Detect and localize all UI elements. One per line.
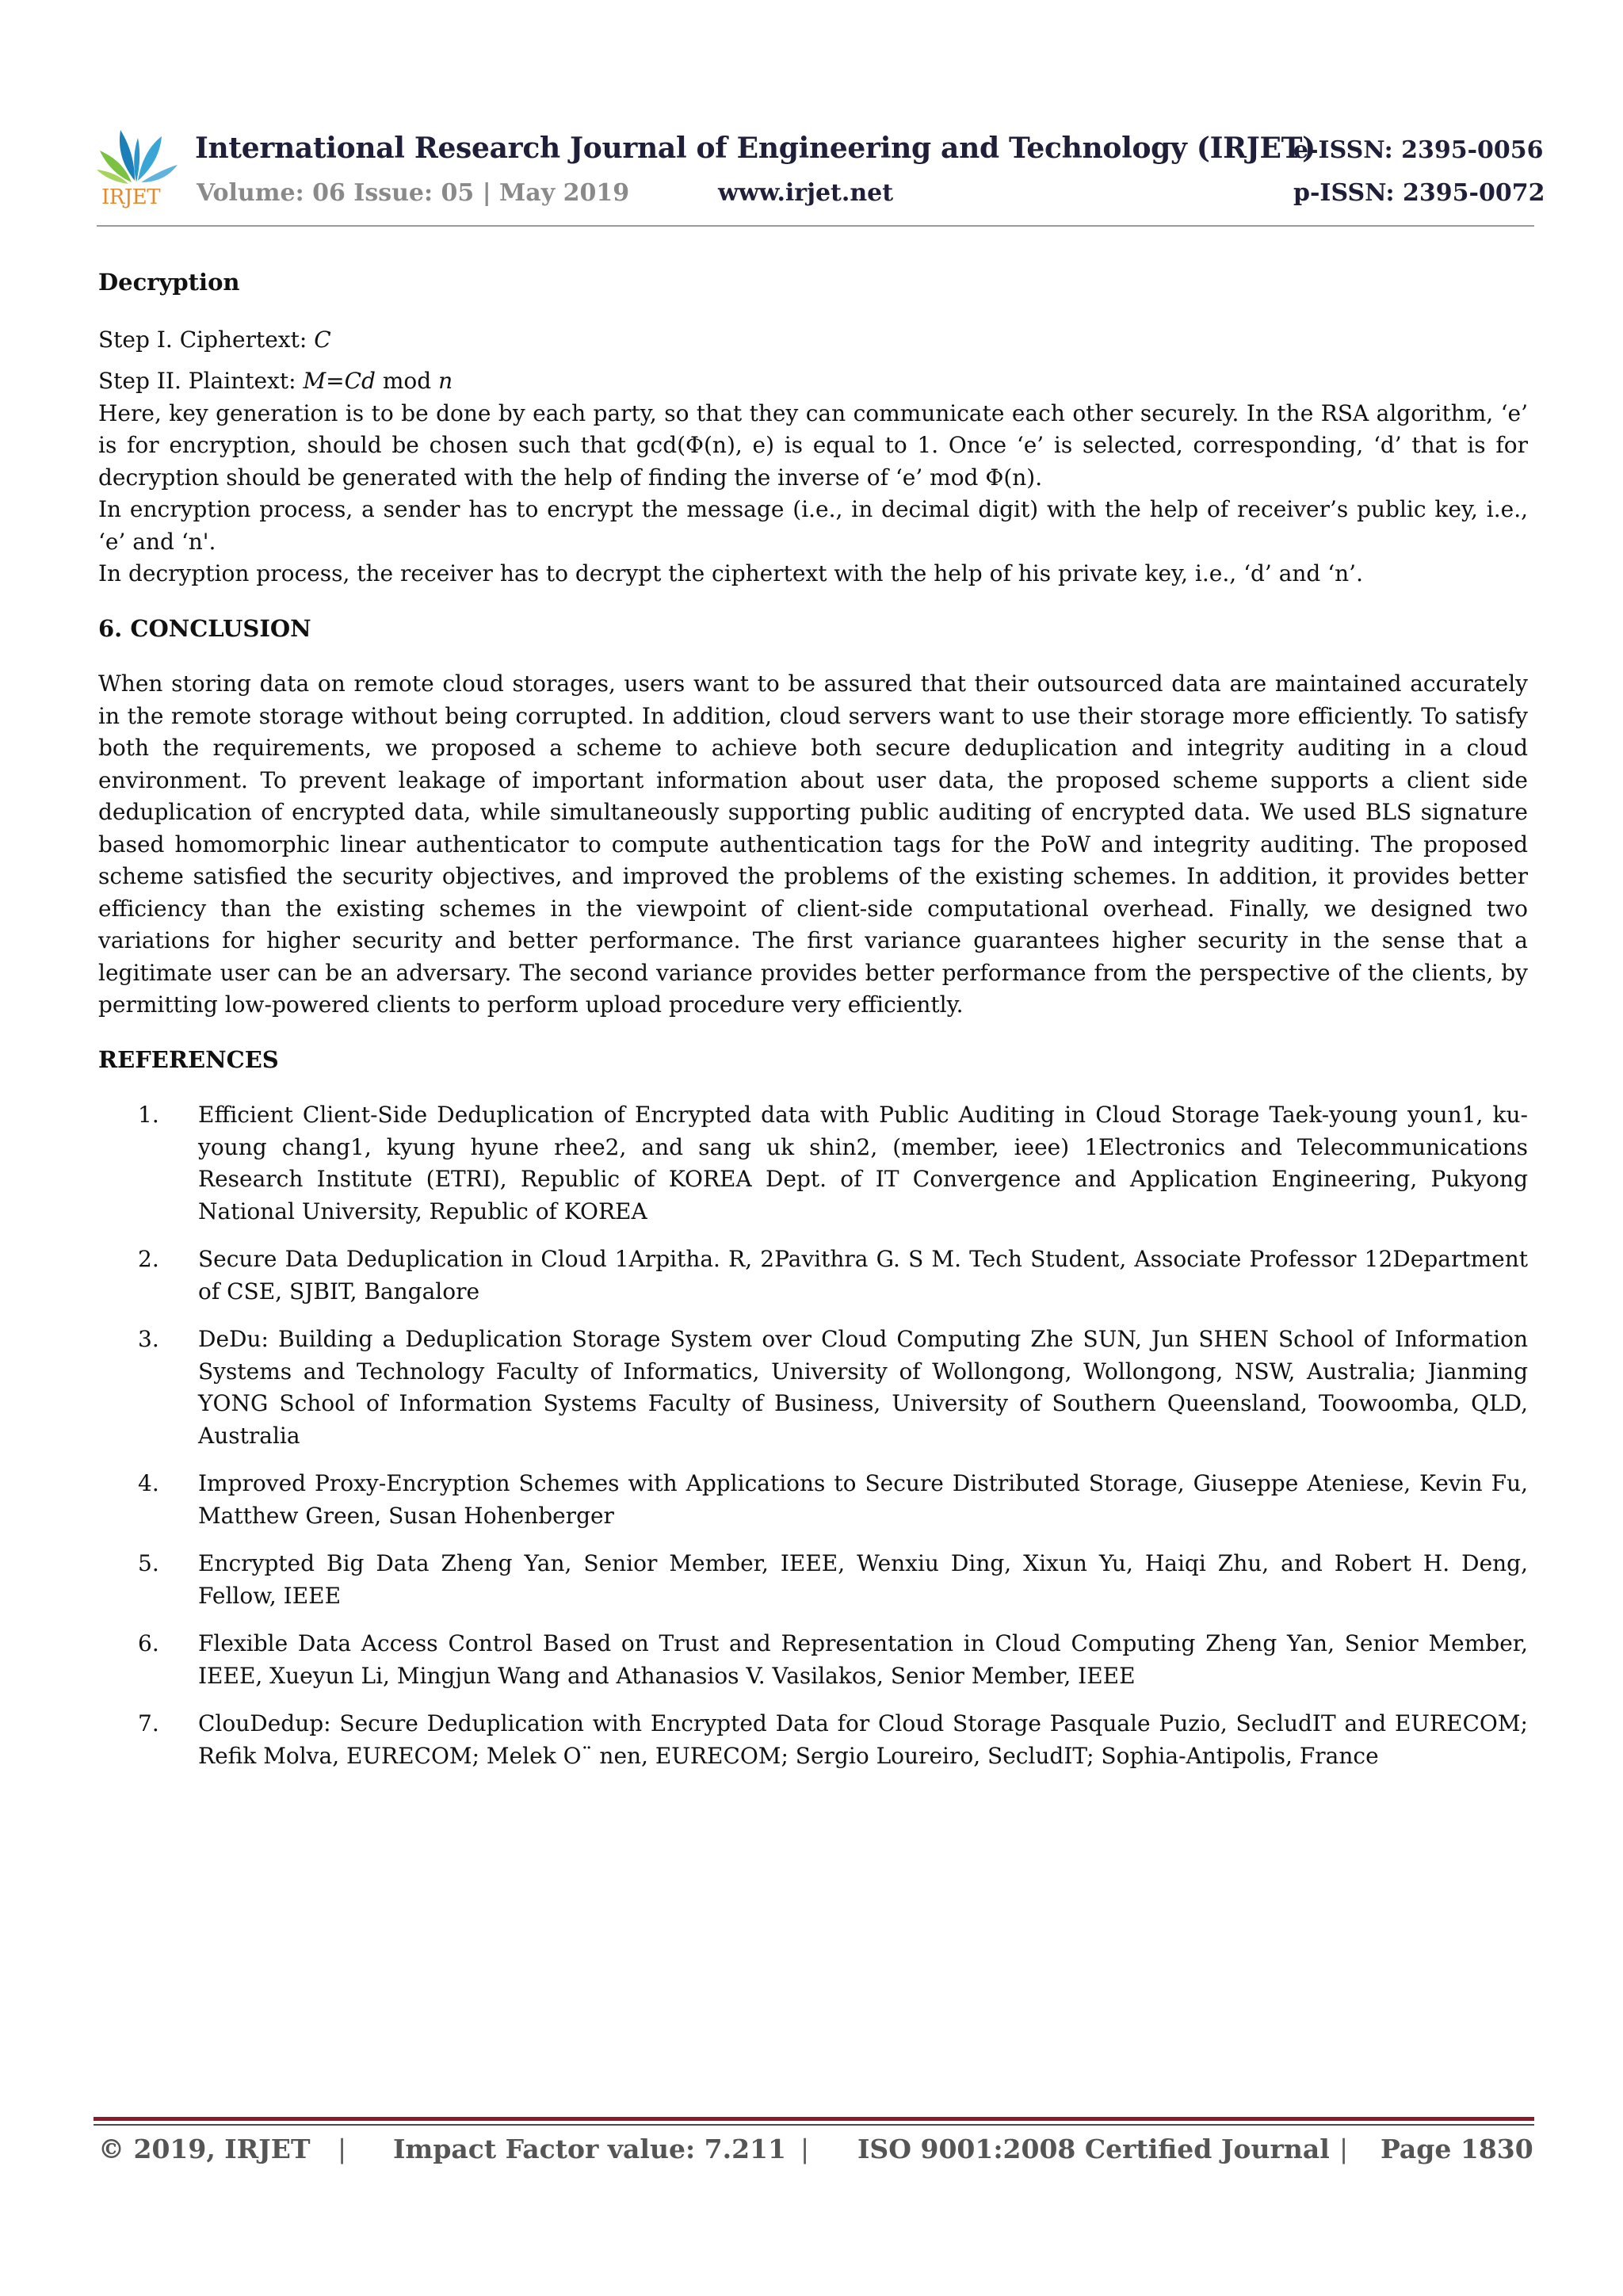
- p-issn: p-ISSN: 2395-0072: [1293, 179, 1545, 207]
- step-2-mod: mod: [375, 368, 439, 394]
- reference-text: Secure Data Deduplication in Cloud 1Arpitha. R, 2Pavithra G. S M. Tech Student, Associate Professor 12Department of CSE, SJBIT, Bangalore: [198, 1246, 1528, 1305]
- reference-text: Encrypted Big Data Zheng Yan, Senior Member, IEEE, Wenxiu Ding, Xixun Yu, Haiqi Zhu, and Robert H. Deng, Fellow, IEEE: [198, 1550, 1528, 1609]
- step-1-label: Step I. Ciphertext:: [98, 326, 315, 353]
- reference-item: [98, 1468, 1528, 1532]
- reference-number: 2.: [138, 1246, 159, 1272]
- e-issn: e-ISSN: 2395-0056: [1293, 136, 1544, 164]
- reference-item: [98, 1324, 1528, 1452]
- footer-separator: |: [338, 2134, 347, 2164]
- reference-text: DeDu: Building a Deduplication Storage System over Cloud Computing Zhe SUN, Jun SHEN School of Information Systems and Technology Faculty of Informatics, University of Wollongong, Wollongong, NSW, Australia; Jianming YONG School of Information Systems Faculty of Business, University of Southern Queensland, Toowoomba, QLD, Australia: [198, 1326, 1528, 1449]
- reference-number: 5.: [138, 1550, 159, 1576]
- decryption-step-1: [98, 324, 1528, 357]
- conclusion-paragraph: When storing data on remote cloud storages, users want to be assured that their outsourced data are maintained accurately in the remote storage without being corrupted. In addition, cloud servers want to use their storage more efficiently. To satisfy both the requirements, we proposed a scheme to achieve both secure deduplication and integrity auditing in a cloud environment. To prevent leakage of important information about user data, the proposed scheme supports a client side deduplication of encrypted data, while simultaneously supporting public auditing of encrypted data. We used BLS signature based homomorphic linear authenticator to compute authentication tags for the PoW and integrity auditing. The proposed scheme satisfied the security objectives, and improved the problems of the existing schemes. In addition, it provides better efficiency than the existing schemes in the viewpoint of client-side computational overhead. Finally, we designed two variations for higher security and better performance. The first variance guarantees higher security in the sense that a legitimate user can be an adversary. The second variance provides better performance from the perspective of the clients, by permitting low-powered clients to perform upload procedure very efficiently.: [98, 670, 1528, 1018]
- reference-number: 3.: [138, 1326, 159, 1352]
- reference-number: 6.: [138, 1630, 159, 1656]
- reference-item: [98, 1099, 1528, 1228]
- step-2-n: n: [438, 368, 453, 394]
- reference-text: Flexible Data Access Control Based on Trust and Representation in Cloud Computing Zheng Yan, Senior Member, IEEE, Xueyun Li, Mingjun Wang and Athanasios V. Vasilakos, Senior Member, IEEE: [198, 1630, 1528, 1689]
- reference-text: ClouDedup: Secure Deduplication with Encrypted Data for Cloud Storage Pasquale Puzio, SecludIT and EURECOM; Refik Molva, EURECOM; Melek O¨ nen, EURECOM; Sergio Loureiro, SecludIT; Sophia-Antipolis, France: [198, 1710, 1528, 1769]
- footer-page-number: Page 1830: [1381, 2134, 1533, 2164]
- references-heading: REFERENCES: [98, 1045, 279, 1073]
- header-divider: [97, 225, 1534, 227]
- footer-divider-thin: [94, 2124, 1534, 2126]
- step-1-value: C: [314, 326, 331, 353]
- decryption-heading: Decryption: [98, 269, 240, 296]
- reference-item: [98, 1548, 1528, 1612]
- volume-issue: Volume: 06 Issue: 05 | May 2019: [197, 179, 630, 207]
- step-2-label: Step II. Plaintext:: [98, 368, 304, 394]
- article-body: [98, 266, 1528, 1788]
- decryption-paragraph-1: Here, key generation is to be done by each party, so that they can communicate each other securely. In the RSA algorithm, ‘e’ is for encryption, should be chosen such that gcd(Φ(n), e) is equal to 1. Once ‘e’ is selected, corresponding, ‘d’ that is for decryption should be generated with the help of finding the inverse of ‘e’ mod Φ(n).: [98, 399, 1528, 491]
- journal-website: www.irjet.net: [718, 179, 894, 207]
- decryption-paragraph-2: In encryption process, a sender has to encrypt the message (i.e., in decimal digit) with the help of receiver’s public key, i.e., ‘e’ and ‘n'.: [98, 496, 1528, 555]
- references-list: [98, 1099, 1528, 1772]
- irjet-logo: [94, 119, 181, 212]
- step-2-formula: M=Cd: [303, 368, 376, 394]
- footer-divider-thick: [94, 2117, 1534, 2121]
- journal-title: International Research Journal of Engineering and Technology (IRJET): [195, 132, 1316, 165]
- footer-impact-factor: Impact Factor value: 7.211: [393, 2134, 786, 2164]
- decryption-paragraph-3: In decryption process, the receiver has to decrypt the ciphertext with the help of his private key, i.e., ‘d’ and ‘n’.: [98, 560, 1363, 586]
- footer-separator: |: [1339, 2134, 1349, 2164]
- reference-text: Improved Proxy-Encryption Schemes with Applications to Secure Distributed Storage, Giuseppe Ateniese, Kevin Fu, Matthew Green, Susan Hohenberger: [198, 1470, 1528, 1529]
- decryption-step-2: [98, 365, 1528, 398]
- reference-item: [98, 1244, 1528, 1308]
- footer-iso: ISO 9001:2008 Certified Journal: [857, 2134, 1330, 2164]
- reference-text: Efficient Client-Side Deduplication of Encrypted data with Public Auditing in Cloud Storage Taek-young youn1, ku-young chang1, kyung hyune rhee2, and sang uk shin2, (member, ieee) 1Electronics and Telecommunications Research Institute (ETRI), Republic of KOREA Dept. of IT Convergence and Application Engineering, Pukyong National University, Republic of KOREA: [198, 1102, 1528, 1224]
- reference-item: [98, 1708, 1528, 1772]
- conclusion-heading: 6. CONCLUSION: [98, 614, 311, 642]
- footer-copyright: © 2019, IRJET: [98, 2134, 311, 2164]
- reference-number: 7.: [138, 1710, 159, 1736]
- reference-number: 1.: [138, 1102, 159, 1128]
- footer-separator: |: [800, 2134, 810, 2164]
- reference-number: 4.: [138, 1470, 159, 1496]
- page-footer: [98, 2134, 1533, 2172]
- logo-text: IRJET: [101, 185, 161, 209]
- reference-item: [98, 1628, 1528, 1692]
